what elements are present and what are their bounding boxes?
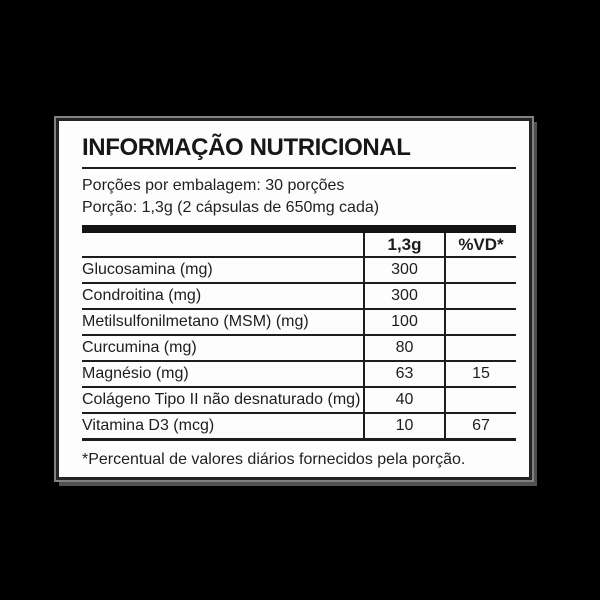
dv-value: 15 <box>444 362 516 386</box>
table-top-bar <box>82 225 516 233</box>
ingredient-name: Colágeno Tipo II não desnaturado (mg) <box>82 391 361 408</box>
amount-value: 300 <box>363 258 444 282</box>
servings-per-package: Porções por embalagem: 30 porções <box>82 177 345 194</box>
table-header-row <box>82 233 516 258</box>
table-row <box>82 336 516 362</box>
dv-value <box>444 284 516 308</box>
dv-value <box>444 388 516 412</box>
header-daily-value: %VD* <box>444 233 516 256</box>
ingredient-name: Curcumina (mg) <box>82 339 197 356</box>
dv-value <box>444 258 516 282</box>
table-row <box>82 362 516 388</box>
amount-value: 100 <box>363 310 444 334</box>
table-row <box>82 388 516 414</box>
ingredient-name: Magnésio (mg) <box>82 365 189 382</box>
serving-size: Porção: 1,3g (2 cápsulas de 650mg cada) <box>82 199 380 216</box>
amount-value: 40 <box>363 388 444 412</box>
table-row <box>82 414 516 441</box>
nutrition-table <box>82 233 516 441</box>
amount-value: 10 <box>363 414 444 438</box>
daily-value-footnote: *Percentual de valores diários fornecidos pela porção. <box>82 451 466 468</box>
ingredient-name: Glucosamina (mg) <box>82 261 213 278</box>
ingredient-name: Condroitina (mg) <box>82 287 202 304</box>
amount-value: 63 <box>363 362 444 386</box>
dv-value <box>444 336 516 360</box>
ingredient-name: Metilsulfonilmetano (MSM) (mg) <box>82 313 309 330</box>
table-row <box>82 284 516 310</box>
header-amount: 1,3g <box>363 233 444 256</box>
table-row <box>82 310 516 336</box>
serving-info <box>82 175 516 219</box>
ingredient-name: Vitamina D3 (mcg) <box>82 417 215 434</box>
header-name <box>82 233 363 256</box>
dv-value <box>444 310 516 334</box>
panel-title: INFORMAÇÃO NUTRICIONAL <box>82 134 411 161</box>
amount-value: 300 <box>363 284 444 308</box>
amount-value: 80 <box>363 336 444 360</box>
table-row <box>82 258 516 284</box>
dv-value: 67 <box>444 414 516 438</box>
nutrition-facts-panel <box>56 118 532 480</box>
title-divider <box>82 167 516 169</box>
